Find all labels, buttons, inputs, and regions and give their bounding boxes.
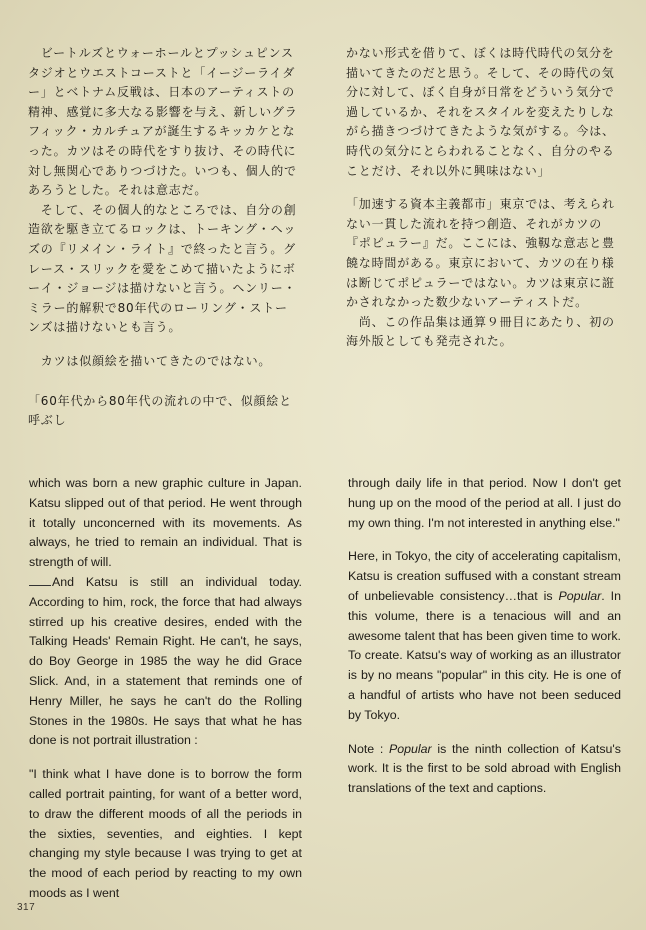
- jp-paragraph: かない形式を借りて、ぼくは時代時代の気分を描いてきたのだと思う。そして、その時代の気分に対して、ぼく自身が日常をどういう気分で過しているか、それをスタイルを変えたりしながら描きつづけてきたような気がする。今は、時代の気分にとらわれることなく、自分のやることだけ、それ以外に興味はない」: [346, 46, 615, 178]
- jp-paragraph: ビートルズとウォーホールとプッシュピンスタジオとウエストコーストと「イージーライダー」とベトナム反戦は、日本のアーティストの精神、感覚に多大なる影響を与え、新しいグラフィック・カルチュアが誕生するキッカケとなった。カツはその時代をすり抜け、その時代に対し無関心でありつづけた。いつも、個人的であろうとした。それは意志だ。: [28, 46, 298, 198]
- page-number: 317: [17, 902, 36, 913]
- english-left-column: [29, 474, 302, 904]
- note-paragraph: [348, 740, 621, 799]
- note-label: Note :: [348, 741, 389, 756]
- japanese-left-column: [28, 44, 300, 431]
- en-paragraph: through daily life in that period. Now I don't get hung up on the mood of the period at all. I just do my own thing. I'm not interested in anything else.": [348, 476, 621, 530]
- jp-paragraph: そして、その個人的なところでは、自分の創造欲を駆き立てるロックは、トーキング・ヘッズの『リメイン・ライト』で終ったと言う。グレース・スリックを愛をこめて描いたようにボーイ・ジョージは描けないと言う。ヘンリー・ミラー的解釈で80年代のローリング・ストーンズは描けないとも言う。: [28, 202, 297, 335]
- en-paragraph: which was born a new graphic culture in Japan. Katsu slipped out of that period. He went through it totally unconcerned with its movements. As always, he tried to remain an individual. That is strength of will.: [29, 476, 302, 570]
- jp-paragraph: 「加速する資本主義都市」東京では、考えられない一貫した流れを持つ創造、それがカツの『ポピュラー』だ。ここには、強靱な意志と豊饒な時間がある。東京において、カツの在り様は断じてポピュラーではない。カツは東京に誑かされなかった数少ないアーティストだ。: [346, 197, 615, 310]
- book-title-italic: Popular: [388, 741, 432, 756]
- en-paragraph: [29, 573, 302, 751]
- en-paragraph-text: And Katsu is still an individual today. According to him, rock, the force that had always stirred up his creative desires, ended with the Talking Heads' Remain Right. He can't, he says, do Boy George in 1985 the way he did Grace Slick. And, in a statement that reminds one of Henry Miller, he says he can't do the Rolling Stones in the 1980s. He says that what he has done is not portrait illustration :: [29, 574, 302, 748]
- en-text: Here, in Tokyo, the city of accelerating capitalism, Katsu is creation suffused with a constant stream of unbelievable consistency…that is: [348, 549, 621, 603]
- jp-paragraph: 「60年代から80年代の流れの中で、似顔絵と呼ぶし: [28, 393, 292, 428]
- jp-paragraph: 尚、この作品集は通算９冊目にあたり、初の海外版としても発売された。: [346, 314, 615, 349]
- en-text: . In this volume, there is a tenacious will and an awesome talent that has been given time to work. To create. Katsu's way of working as an illustrator is by no means "popular" in this city. He is one of a handful of artists who have not been seduced by Tokyo.: [348, 588, 621, 722]
- book-title-italic: Popular: [558, 588, 602, 603]
- indent-rule: [29, 585, 51, 586]
- note-text: is the ninth collection of Katsu's work. It is the first to be sold abroad with English translations of the text and captions.: [348, 741, 621, 796]
- en-quote-paragraph: "I think what I have done is to borrow the form called portrait painting, for want of a better word, to draw the different moods of all the periods in the sixties, seventies, and eighties. I kept changing my style because I was trying to get at the mood of each period by reacting to my own moods as I went: [29, 767, 302, 900]
- japanese-right-column: [346, 44, 622, 352]
- jp-paragraph: カツは似顔絵を描いてきたのではない。: [28, 353, 272, 368]
- en-paragraph: [348, 547, 621, 725]
- english-right-column: [348, 474, 621, 799]
